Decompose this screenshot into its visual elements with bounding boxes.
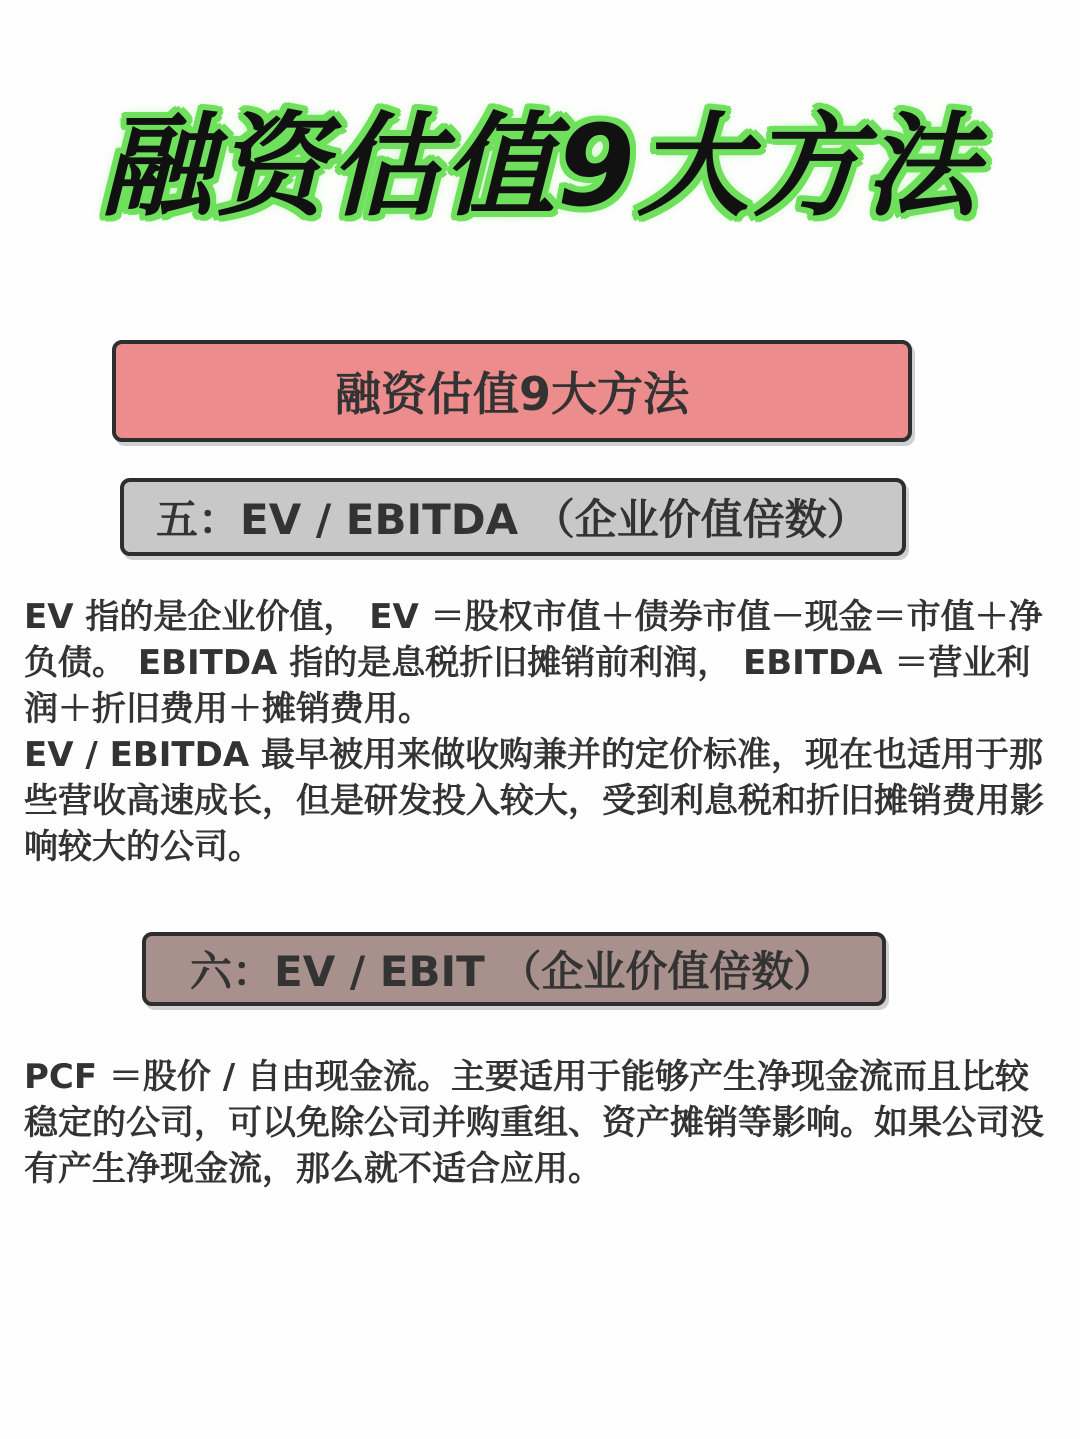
section-five-paragraph-2-text: EV / EBITDA 最早被用来做收购兼并的定价标准，现在也适用于那些营收高速成长，但是研发投入较大，受到利息税和折旧摊销费用影响较大的公司。 [24,735,1044,867]
main-banner [112,340,912,442]
section-six-heading [142,932,886,1006]
section-six-paragraph-1 [24,1054,1060,1192]
section-six-heading-label: 六：EV / EBIT （企业价值倍数） [190,947,836,996]
page-title: 融资估值9大方法 [101,102,979,232]
section-five-paragraph-1 [24,594,1060,732]
main-banner-label: 融资估值9大方法 [334,367,689,421]
section-five-heading [120,478,906,556]
section-five-paragraph-1-text: EV 指的是企业价值， EV ＝股权市值＋债券市值－现金＝市值＋净负债。 EBITDA 指的是息税折旧摊销前利润， EBITDA ＝营业利润＋折旧费用＋摊销费用。 [24,597,1043,729]
section-six-paragraph-1-text: PCF ＝股价 / 自由现金流。主要适用于能够产生净现金流而且比较稳定的公司，可以免除公司并购重组、资产摊销等影响。如果公司没有产生净现金流，那么就不适合应用。 [24,1057,1044,1189]
section-five-paragraph-2 [24,732,1060,870]
section-five-heading-label: 五：EV / EBITDA （企业价值倍数） [156,495,869,544]
